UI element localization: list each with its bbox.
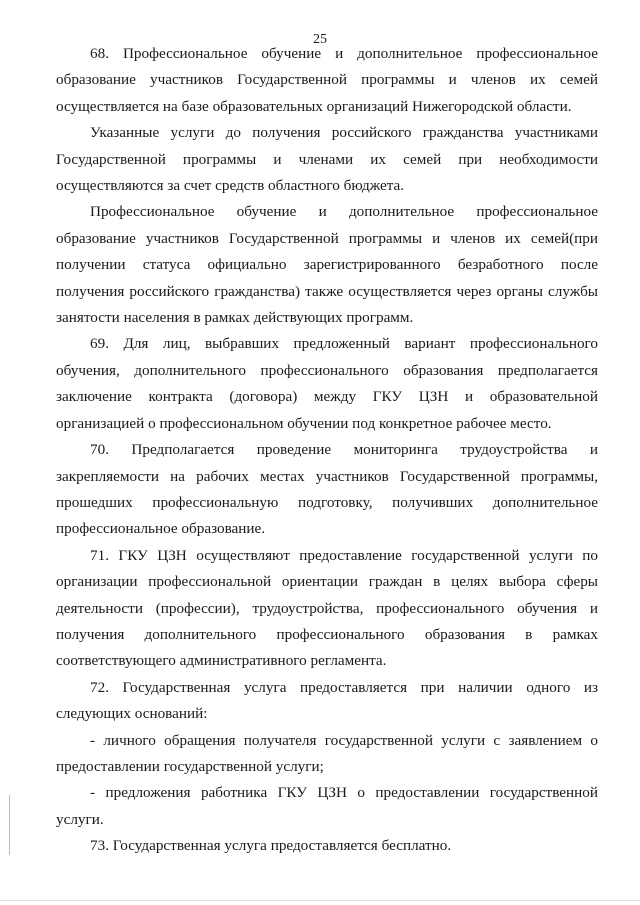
paragraph-72: 72. Государственная услуга предоставляется при наличии одного из следующих оснований: xyxy=(56,678,598,723)
list-item-employee-proposal: - предложения работника ГКУ ЦЗН о предоставлении государственной услуги. xyxy=(56,784,598,828)
paragraph-training-via-employment-service: Профессиональное обучение и дополнительное профессиональное образование участников Государственной программы и членов их семей(при получении статуса официально зарегистрированного безработного после получения российского гражданства) также осуществляется через органы службы занятости населения в рамках действующих программ. xyxy=(56,203,598,327)
paragraph-71: 71. ГКУ ЦЗН осуществляют предоставление государственной услуги по организации профессиональной ориентации граждан в целях выбора сферы деятельности (профессии), трудоустройства, профессионального обучения и получения дополнительного профессионального образования в рамках соответствующего административного регламента. xyxy=(56,546,598,670)
paragraph-services-before-citizenship: Указанные услуги до получения российского гражданства участниками Государственной программы и членами их семей при необходимости осуществляются за счет средств областного бюджета. xyxy=(56,124,598,195)
scan-edge-mark xyxy=(9,795,10,855)
paragraph-68: 68. Профессиональное обучение и дополнительное профессиональное образование участников Государственной программы и членов их семей осуществляется на базе образовательных организаций Нижегородской области. xyxy=(56,45,598,115)
paragraph-70: 70. Предполагается проведение мониторинга трудоустройства и закрепляемости на рабочих местах участников Государственной программы, прошедших профессиональную подготовку, получивших дополнительное профессиональное образование. xyxy=(56,441,598,538)
paragraph-69: 69. Для лиц, выбравших предложенный вариант профессионального обучения, дополнительного профессионального образования предполагается заключение контракта (договора) между ГКУ ЦЗН и образовательной организацией о профессиональном обучении под конкретное рабочее место. xyxy=(56,335,598,432)
page-number: 25 xyxy=(313,32,327,47)
scan-bottom-edge xyxy=(0,900,640,901)
list-item-personal-request: - личного обращения получателя государственной услуги с заявлением о предоставлении государственной услуги; xyxy=(56,731,598,775)
document-body xyxy=(56,41,598,860)
paragraph-73: 73. Государственная услуга предоставляется бесплатно. xyxy=(90,837,452,855)
